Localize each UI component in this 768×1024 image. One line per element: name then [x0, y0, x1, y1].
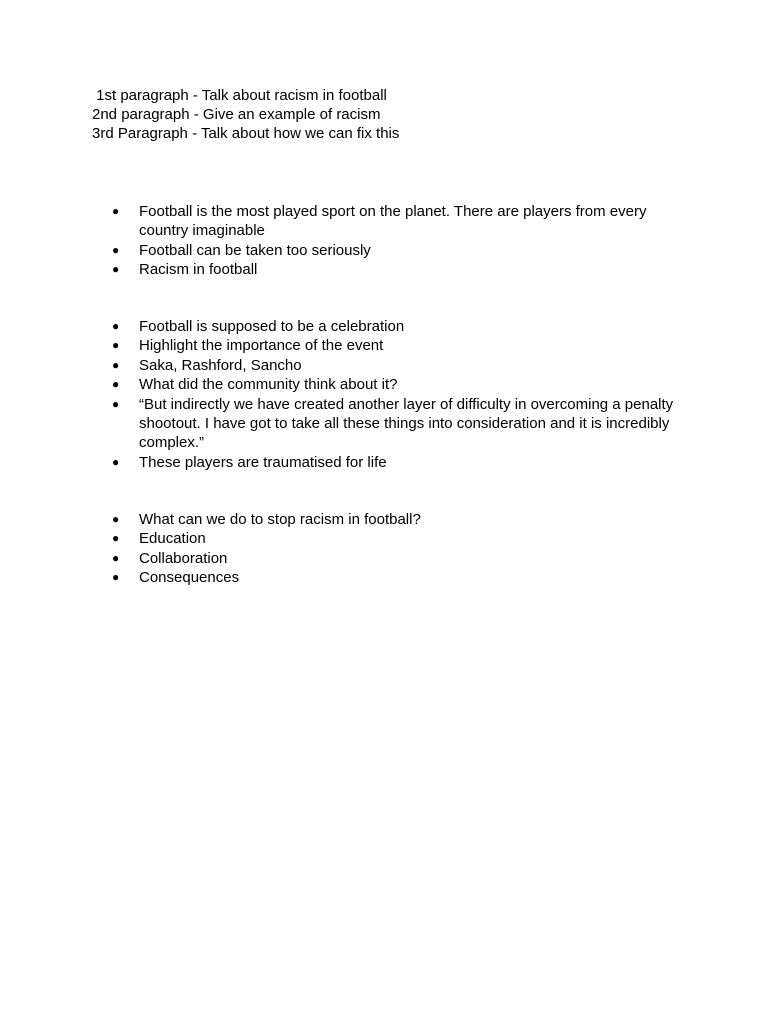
bullet-icon: ●: [112, 512, 120, 526]
list-item: [112, 375, 692, 394]
list-item-text: What did the community think about it?: [139, 376, 398, 394]
outline-line-1: 1st paragraph - Talk about racism in football: [92, 87, 387, 104]
list-item: [112, 510, 692, 529]
bullet-icon: ●: [112, 570, 120, 585]
list-item: [112, 529, 692, 548]
list-item: [112, 356, 692, 375]
list-item-text: Collaboration: [139, 549, 228, 567]
bullet-icon: ●: [112, 396, 120, 411]
list-item-text: Education: [139, 530, 206, 548]
bullet-list-intro: [112, 202, 692, 280]
list-item-text: What can we do to stop racism in football?: [139, 511, 421, 528]
list-item: [112, 260, 692, 279]
bullet-icon: ●: [112, 319, 120, 333]
list-item: [112, 549, 692, 568]
list-item-text: Racism in football: [139, 261, 258, 279]
bullet-icon: ●: [112, 242, 120, 257]
bullet-icon: ●: [112, 204, 120, 218]
list-item-text: Consequences: [139, 569, 240, 587]
list-item-text: These players are traumatised for life: [139, 453, 387, 471]
list-item: [112, 568, 692, 587]
list-item-text: Football can be taken too seriously: [139, 241, 371, 259]
list-item: [112, 202, 692, 241]
list-item-text: Highlight the importance of the event: [139, 337, 384, 355]
bullet-list-example: [112, 317, 692, 472]
bullet-icon: ●: [112, 338, 120, 353]
bullet-icon: ●: [112, 550, 120, 565]
bullet-icon: ●: [112, 357, 120, 372]
list-item: [112, 395, 692, 453]
bullet-list-solutions: [112, 510, 692, 588]
list-item: [112, 317, 692, 336]
list-item-text: Football is the most played sport on the planet. There are players from every country imaginable: [139, 203, 647, 240]
list-item-text: “But indirectly we have created another layer of difficulty in overcoming a penalty shootout. I have got to take all these things into consideration and it is incredibly complex.”: [139, 395, 674, 452]
bullet-icon: ●: [112, 262, 120, 277]
bullet-icon: ●: [112, 377, 120, 392]
outline-line-2: 2nd paragraph - Give an example of racism: [92, 106, 381, 123]
list-item: [112, 453, 692, 472]
outline-line-3: 3rd Paragraph - Talk about how we can fix this: [92, 125, 400, 142]
list-item: [112, 336, 692, 355]
bullet-icon: ●: [112, 454, 120, 469]
list-item-text: Football is supposed to be a celebration: [139, 318, 405, 335]
paragraph-outline: [92, 86, 399, 143]
list-item: [112, 241, 692, 260]
bullet-icon: ●: [112, 531, 120, 546]
list-item-text: Saka, Rashford, Sancho: [139, 356, 302, 374]
